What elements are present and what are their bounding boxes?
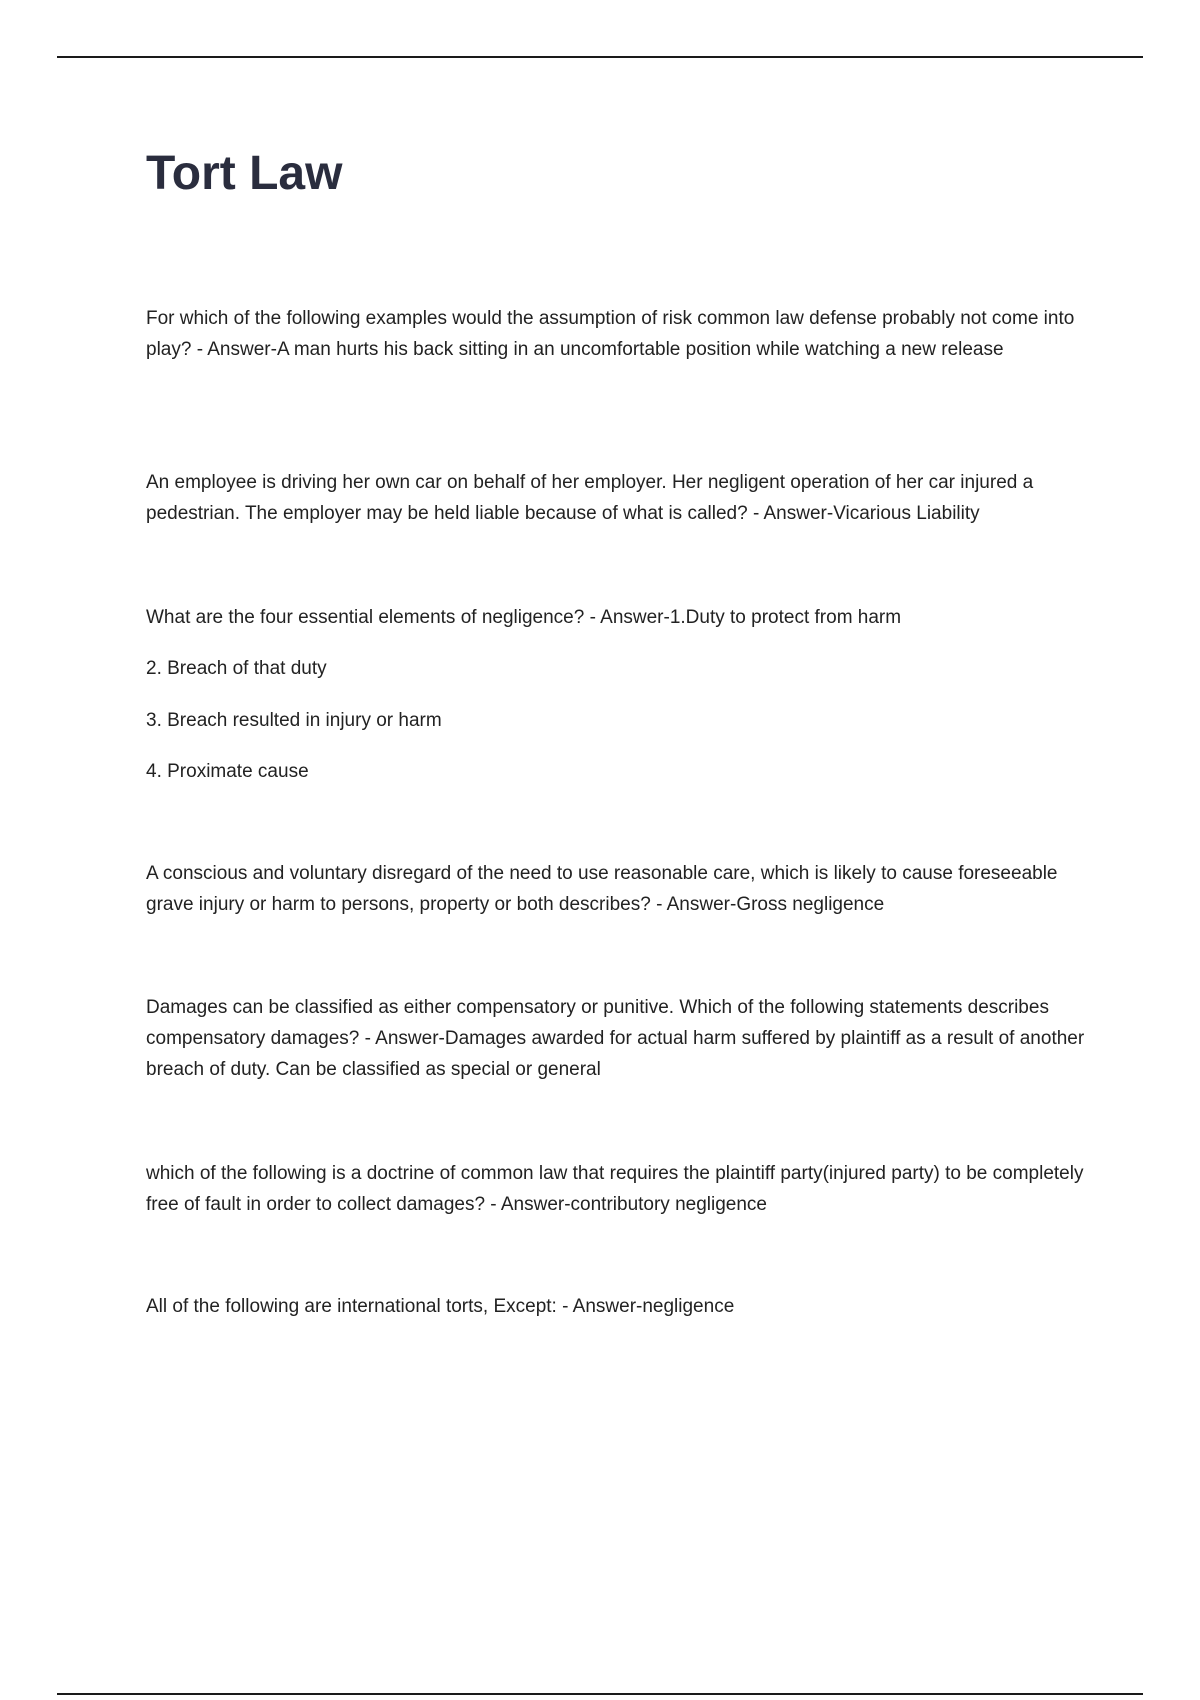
question-paragraph: Damages can be classified as either compensatory or punitive. Which of the following statements describes compensatory damages? - Answer-Damages awarded for actual harm suffered by plaintiff as a result of another breach of duty. Can be classified as special or general [146, 997, 1085, 1080]
question-paragraph: A conscious and voluntary disregard of the need to use reasonable care, which is likely to cause foreseeable grave injury or harm to persons, property or both describes? - Answer-Gross negligence [146, 863, 1058, 915]
question-paragraph: All of the following are international torts, Except: - Answer-negligence [146, 1296, 735, 1317]
question-paragraph: An employee is driving her own car on behalf of her employer. Her negligent operation of her car injured a pedestrian. The employer may be held liable because of what is called? - Answer-Vicarious Liability [146, 472, 1034, 524]
list-item: 3. Breach resulted in injury or harm [146, 710, 442, 731]
page-title: Tort Law [146, 147, 343, 200]
question-paragraph: What are the four essential elements of negligence? - Answer-1.Duty to protect from harm [146, 607, 902, 628]
question-paragraph: which of the following is a doctrine of common law that requires the plaintiff party(injured party) to be completely free of fault in order to collect damages? - Answer-contributory negligence [146, 1163, 1084, 1215]
list-item: 2. Breach of that duty [146, 658, 327, 679]
question-paragraph: For which of the following examples would the assumption of risk common law defense probably not come into play? - Answer-A man hurts his back sitting in an uncomfortable position while watching a new release [146, 308, 1075, 360]
top-rule [57, 56, 1143, 58]
bottom-rule [57, 1693, 1143, 1695]
list-item: 4. Proximate cause [146, 761, 309, 782]
